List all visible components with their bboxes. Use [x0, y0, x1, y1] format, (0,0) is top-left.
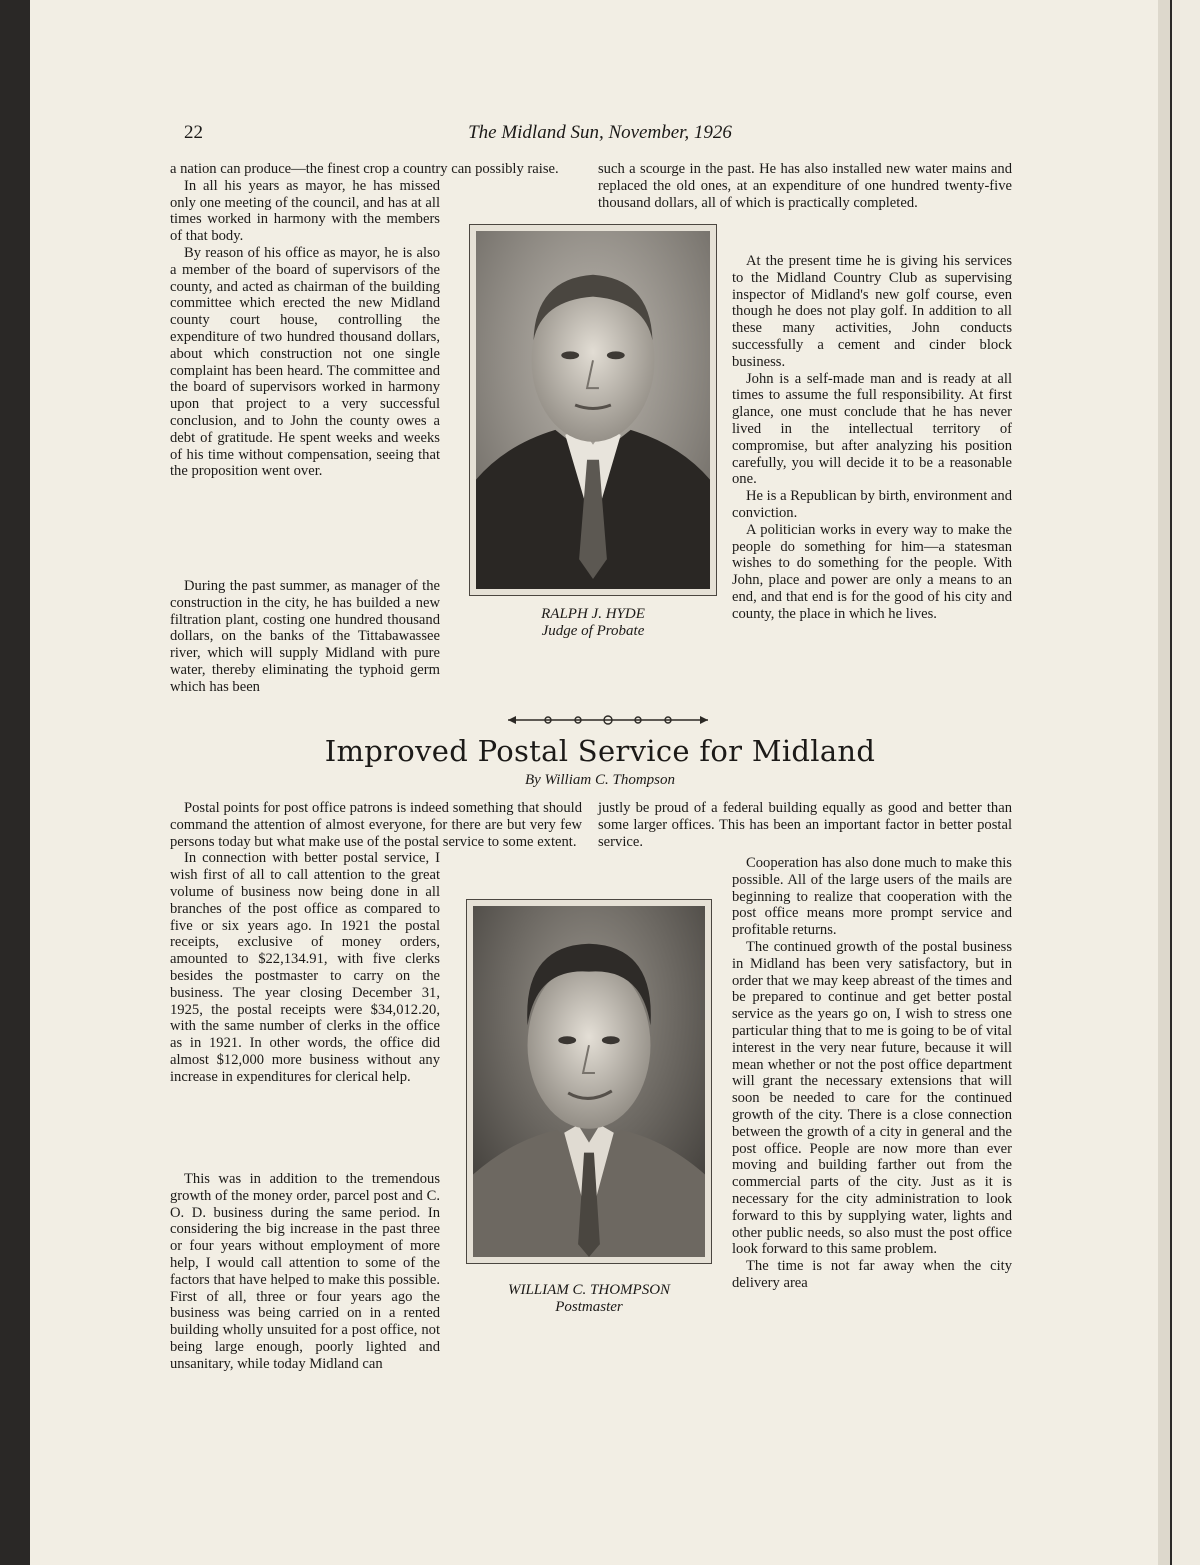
article1-right-column: [598, 161, 1012, 211]
paragraph: In connection with better postal service, I wish first of all to call attention to the great volume of business now being done in all branches of the post office as compared to five or six years ago. In 1921 the postal receipts, exclusive of money orders, amounted to $22,134.91, with five clerks besides the postmaster to carry on the business. The year closing December 31, 1925, the postal receipts were $34,012.20, with the same number of clerks in the office as in 1921. In other words, the office did almost $12,000 more business without any increase in expenditures for clerical help.: [170, 850, 440, 1085]
caption-title: Judge of Probate: [541, 623, 645, 639]
ralph-hyde-photo: [469, 224, 717, 596]
ralph-hyde-caption: [469, 606, 717, 640]
paragraph: The time is not far away when the city delivery area: [732, 1258, 1012, 1291]
paragraph: Postal points for post office patrons is indeed something that should command the attention of almost everyone, for there are but very few persons today but what make use of the postal service to some extent.: [170, 800, 582, 850]
paragraph: He is a Republican by birth, environment and conviction.: [732, 488, 1012, 521]
article1-right-column-lower: [732, 253, 1012, 623]
paragraph: justly be proud of a federal building equally as good and better than some larger offices. This has been an important factor in better postal service.: [598, 800, 1012, 850]
article-byline: By William C. Thompson: [524, 772, 675, 788]
paragraph: a nation can produce—the finest crop a country can possibly raise.: [170, 161, 559, 177]
article2-right-column-lower: [732, 855, 1012, 1292]
paragraph: such a scourge in the past. He has also installed new water mains and replaced the old ones, at an expenditure of one hundred twenty-five thousand dollars, all of which is practically completed.: [598, 161, 1012, 211]
william-thompson-caption: [466, 1282, 712, 1316]
adjacent-page-edge: [1172, 0, 1200, 1565]
page-number: 22: [184, 122, 203, 143]
page-header: [30, 122, 1170, 148]
paragraph: During the past summer, as manager of the construction in the city, he has builded a new filtration plant, costing one hundred thousand dollars, on the banks of the Tittabawassee river, which will supply Midland with pure water, thereby eliminating the typhoid germ which has been: [170, 578, 440, 695]
william-thompson-photo: [466, 899, 712, 1264]
magazine-page: [30, 0, 1170, 1565]
caption-title: Postmaster: [555, 1299, 623, 1315]
article2-left-column-lower: [170, 1171, 440, 1373]
paragraph: John is a self-made man and is ready at all times to assume the full responsibility. At first glance, one must conclude that he has never lived in the intellectual territory of compromise, but after analyzing his position carefully, you will decide it to be a reasonable one.: [732, 370, 1012, 488]
article2-right-column: [598, 800, 1012, 850]
running-head: The Midland Sun, November, 1926: [468, 122, 732, 143]
paragraph: A politician works in every way to make the people do something for him—a statesman wishes to do something for the people. With John, place and power are only a means to an end, and that end is for the good of his city and county, the place in which he lives.: [732, 521, 1012, 622]
paragraph: At the present time he is giving his services to the Midland Country Club as supervising inspector of Midland's new golf course, even though he does not play golf. In addition to all these many activities, John conducts successfully a cement and cinder block business.: [732, 253, 1012, 370]
caption-name: RALPH J. HYDE: [541, 606, 645, 622]
paragraph: By reason of his office as mayor, he is also a member of the board of supervisors of the county, and acted as chairman of the building committee which erected the new Midland county court house, controlling the expenditure of two hundred thousand dollars, about which construction not one single complaint has been heard. The committee and the board of supervisors worked in harmony upon that project to a very successful conclusion, and to John the county owes a debt of gratitude. He spent weeks and weeks of his time without compensation, seeing that the proposition went over.: [170, 244, 440, 480]
portrait-photo-icon: [473, 906, 705, 1257]
paragraph: The continued growth of the postal business in Midland has been very satisfactory, but in order that we may keep abreast of the times and be prepared to continue and get better postal service as the years go on, I wish to stress one particular thing that to me is going to be of vital interest in the very near future, because it will mean whether or not the post office department will grant the necessary extensions that will soon be needed to care for the continued growth of the city. There is a close connection between the growth of a city in general and the post office. People are now more than ever moving and building farther out from the commercial parts of the city. Just as it is necessary for the city administration to look forward to this by supplying water, lights and other public needs, so also must the post office look forward to this same problem.: [732, 938, 1012, 1258]
article-headline: Improved Postal Service for Midland: [324, 734, 876, 768]
article1-left-column-lower: [170, 578, 440, 696]
paragraph: Cooperation has also done much to make this possible. All of the large users of the mails are beginning to realize that cooperation with the post office means more prompt service and profitable returns.: [732, 855, 1012, 939]
portrait-photo-icon: [476, 231, 710, 589]
paragraph: This was in addition to the tremendous growth of the money order, parcel post and C. O. D. business during the same period. In considering the big increase in the past three or four years without employment of more help, I would call attention to some of the factors that have helped to make this possible. First of all, three or four years ago the business was being carried on in a rented building wholly unsuited for a post office, not being large enough, poorly lighted and unsanitary, while today Midland can: [170, 1171, 440, 1372]
ornamental-divider-icon: [508, 712, 708, 728]
page-edge: [1158, 0, 1170, 1565]
caption-name: WILLIAM C. THOMPSON: [507, 1282, 671, 1298]
paragraph: In all his years as mayor, he has missed only one meeting of the council, and has at all times worked in harmony with the members of that body.: [170, 177, 440, 245]
